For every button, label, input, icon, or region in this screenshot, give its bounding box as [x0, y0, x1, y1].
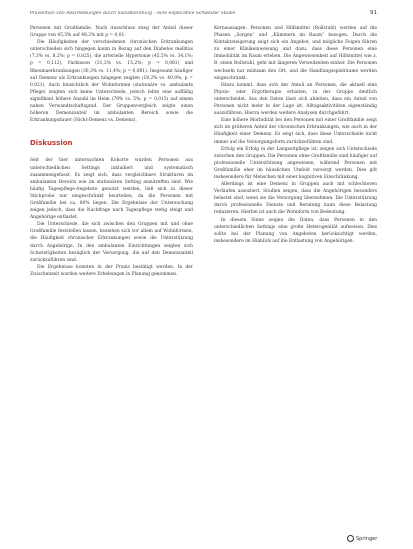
left-column — [30, 25, 193, 278]
running-head: Prävention von Abschiebungen durch Sozialberatung – eine explorative Schweizer Studie — [30, 11, 236, 16]
paragraph: Seit der hier untersuchten Kohorte wurden Personen aus unterschiedlichen Settings inkludiert und systematisch zusammengefasst. Es zeigt sich, dass vergleichbare Strukturen im ambulanten Bereich wie im stationären Setting anzutreffen sind. Wie häufig Tagespflege-Angebote genutzt werden, ließ sich in dieser Stichprobe nur eingeschränkt beurteilen, da die Personen mit Großfamilie bei ca. 80% liegen. Die Ergebnisse der Untersuchung zeigen jedoch, dass die Nachfrage nach Tagespflege stetig steigt und Angehörige entlastet. — [30, 158, 193, 221]
paragraph: Erfolg ein Erfolg in der Langzeitpflege ist, zeigen sich Unterschiede zwischen den Gruppen. Die Personen ohne Großfamilie sind häufiger auf professionelle Unterstützung angewiesen, während Personen mit Großfamilie eher im häuslichen Umfeld versorgt werden. Dies gilt insbesondere für Menschen mit einer kognitiven Einschränkung. — [214, 146, 377, 180]
paragraph: Die Ergebnisse konnten in der Praxis bestätigt werden. In der Zwischenzeit wurden weitere Erhebungen in Planung genommen. — [30, 264, 193, 277]
publisher-name: Springer — [356, 535, 378, 542]
paragraph: Personen mit Großfamilie. Nach Ausschluss stieg der Anteil dieser Gruppe von 45,5% auf 48,2% mit p = 0,01. — [30, 26, 193, 39]
paragraph: Kernaussagen: Personen und Hilfsmittel (Rollstuhl) werden auf die Phasen „Sorgen“ und „Kümmern im Raum“ bezogen. Durch die Kontaktsteigerung zeigt sich ein Angebot, und mögliche Folgen führen zu einer Klinikeinweisung und dazu, dass diese Personen eine Immobilität im Raum erleben. Die Angewiesenheit auf Hilfsmittel wie z. B. einen Rollstuhl, geht mit längeren Verweilzeiten einher. Die Personen wechseln nur mühsam den Ort, und die Handlungsspielräume werden eingeschränkt. — [214, 26, 377, 81]
page-number: 91 — [370, 10, 377, 16]
paragraph: In diesem Sinne zeigen die Daten, dass Personen in den unterschiedlichen Settings eine große Heterogenität aufweisen. Dies sollte bei der Planung von Angeboten berücksichtigt werden, insbesondere im Hinblick auf die Entlastung von Angehörigen. — [214, 217, 377, 244]
publisher-logo — [347, 535, 377, 542]
paragraph: Eine höhere Morbidität bei den Personen mit einer Großfamilie zeigt sich im größeren Anteil der chronischen Erkrankungen, wie auch in der Häufigkeit einer Demenz. Es zeigt sich, dass diese Unterschiede nicht immer auf die Versorgungsform zurückzuführen sind. — [214, 118, 377, 145]
paragraph: Die Unterschiede, die sich zwischen den Gruppen mit und ohne Großfamilie feststellen lassen, beziehen sich vor allem auf Wohnformen, die Häufigkeit chronischer Erkrankungen sowie die Unterstützung durch Angehörige. In den ambulanten Einrichtungen zeigten sich Schwierigkeiten bezüglich der Versorgung, die auf den Demenzanteil zurückzuführen sind. — [30, 222, 193, 263]
section-heading: Diskussion — [30, 139, 73, 148]
paragraph: Allerdings ist eine Demenz in Gruppen auch mit schlechteren Verläufen assoziiert. Studien zeigen, dass die Angehörigen besonders belastet sind, wenn sie die Versorgung übernehmen. Die Unterstützung durch professionelle Dienste und Beratung kann diese Belastung reduzieren. Hierbei ist auch die Wohnform von Bedeutung. — [214, 182, 377, 216]
springer-horse-icon — [347, 535, 354, 542]
paragraph: Hinzu kommt, dass sich der Anteil an Personen, die aktuell eine Physio- oder Ergotherapie erhalten, in der Gruppe deutlich unterscheidet. Aus den Daten lässt sich ableiten, dass ein Anteil von Personen nicht mehr in der Lage ist, Alltagsaktivitäten eigenständig auszuführen. Hierzu werden weitere Analysen durchgeführt. — [214, 82, 377, 117]
paragraph: Die Häufigkeiten der verschiedenen chronischen Erkrankungen unterschieden sich hingegen kaum in Bezug auf den Diabetes mellitus (7,3% vs. 8,2%; p = 0,825), die arterielle Hypertonie (45,5% vs. 34,1%; p = 0,112), Parkinson (21,2% vs. 15,2%; p = 0,081) und Rheumaerkrankungen (30,3% vs. 11,4%; p = 0,081). Insgesamt häufiger auf Demenz als Erkrankungen hingegen zeigten (18,2% vs. 40,9%; p = 0,021). Auch hinsichtlich der Wohnformen (stationäre vs. ambulante Pflege) zeigten sich keine Unterschiede, jedoch lebte eine auffällig signifikant höhere Anzahl im Heim (79% vs. 5%; p = 0,015) auf einem nahen Verwandtschaftsgrad. Der Gruppenvergleich zeigte einen höheren Demenzanteil im ambulanten Bereich sowie die Erkrankungsdauer (Nicht-Demenz vs. Demenz). — [30, 40, 193, 124]
right-column — [214, 25, 377, 245]
